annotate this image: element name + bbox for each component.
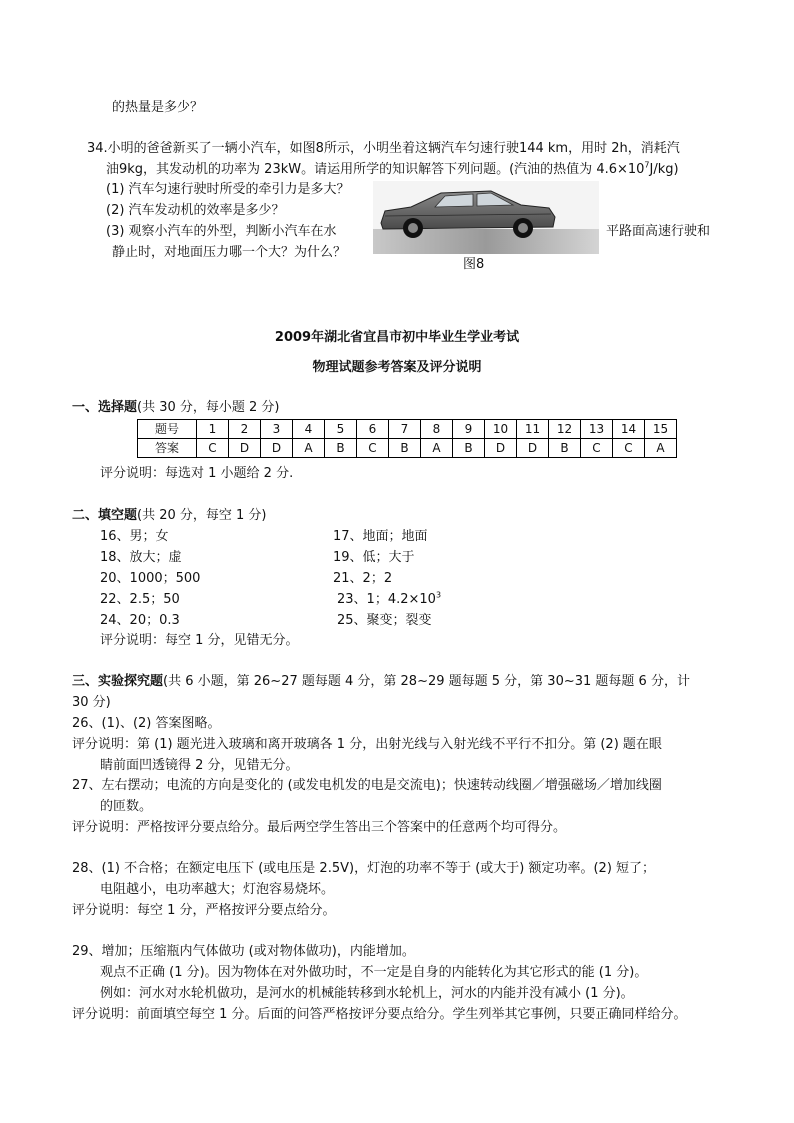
section2-scoring: 评分说明：每空 1 分，见错无分。 [100, 633, 299, 648]
q34-sub3-b: 平路面高速行驶和 [606, 224, 711, 239]
table-cell: 4 [293, 420, 325, 439]
q26: 26、(1)、(2) 答案图略。 [72, 716, 221, 731]
table-cell: B [389, 439, 421, 458]
table-cell: 7 [389, 420, 421, 439]
table-cell: 5 [325, 420, 357, 439]
table-cell: D [229, 439, 261, 458]
table-cell: C [581, 439, 613, 458]
q27-line2: 的匝数。 [100, 799, 153, 814]
answers-subtitle: 物理试题参考答案及评分说明 [312, 360, 482, 375]
q28-line2: 电阻越小，电功率越大；灯泡容易烧坏。 [100, 882, 335, 897]
q34-line1: 34.小明的爸爸新买了一辆小汽车，如图8所示，小明坐着这辆汽车匀速行驶144 km，用时 2h，消耗汽 [87, 141, 680, 156]
q34-sub3-c: 静止时，对地面压力哪一个大？为什么？ [112, 245, 347, 260]
fill-item: 19、低；大于 [333, 550, 415, 565]
table-cell: 1 [197, 420, 229, 439]
q27-line1: 27、左右摆动；电流的方向是变化的 (或发电机发的电是交流电)；快速转动线圈／增强磁场／增加线圈 [72, 778, 662, 793]
table-row-answers [138, 439, 677, 458]
table-cell: A [421, 439, 453, 458]
table-cell: 14 [613, 420, 645, 439]
table-cell: 9 [453, 420, 485, 439]
q29-line1: 29、增加；压缩瓶内气体做功 (或对物体做功)，内能增加。 [72, 944, 415, 959]
table-cell: D [485, 439, 517, 458]
q27-scoring: 评分说明：严格按评分要点给分。最后两空学生答出三个答案中的任意两个均可得分。 [72, 820, 567, 835]
table-label: 题号 [138, 420, 197, 439]
table-row-numbers [138, 420, 677, 439]
table-cell: A [645, 439, 677, 458]
table-cell: 15 [645, 420, 677, 439]
table-cell: D [517, 439, 549, 458]
fill-item: 17、地面；地面 [333, 529, 428, 544]
q28-line1: 28、(1) 不合格；在额定电压下 (或电压是 2.5V)，灯泡的功率不等于 (或大于) 额定功率。(2) 短了； [72, 861, 656, 876]
q29-line3: 例如：河水对水轮机做功，是河水的机械能转移到水轮机上，河水的内能并没有减小 (1 分)。 [100, 986, 634, 1001]
q29-scoring: 评分说明：前面填空每空 1 分。后面的问答严格按评分要点给分。学生列举其它事例，只要正确同样给分。 [72, 1007, 687, 1022]
table-cell: 11 [517, 420, 549, 439]
fill-item: 20、1000；500 [100, 571, 201, 586]
figure-caption: 图8 [463, 257, 485, 272]
table-cell: 10 [485, 420, 517, 439]
section1-scoring: 评分说明：每选对 1 小题给 2 分. [100, 466, 294, 481]
q34-line2: 油9kg，其发动机的功率为 23kW。请运用所学的知识解答下列问题。(汽油的热值为 $4.6\times 10^7J/kg$) [106, 160, 679, 177]
car-photo-figure [373, 181, 599, 254]
q26-scoring-2: 睛前面凹透镜得 2 分，见错无分。 [100, 758, 299, 773]
table-cell: 3 [261, 420, 293, 439]
table-label: 答案 [138, 439, 197, 458]
section3-heading-cont: 30 分) [72, 695, 111, 710]
q26-scoring-1: 评分说明：第 (1) 题光进入玻璃和离开玻璃各 1 分，出射光线与入射光线不平行不扣分。第 (2) 题在眼 [72, 737, 662, 752]
fill-item: 18、放大；虚 [100, 550, 182, 565]
section3-heading: 三、实验探究题(共 6 小题，第 26~27 题每题 4 分，第 28~29 题每题 5 分，第 30~31 题每题 6 分，计 [72, 674, 690, 689]
table-cell: 13 [581, 420, 613, 439]
table-cell: B [453, 439, 485, 458]
table-cell: C [197, 439, 229, 458]
fill-item: 24、20；0.3 [100, 613, 180, 628]
table-cell: C [357, 439, 389, 458]
q34-sub2: (2) 汽车发动机的效率是多少？ [106, 203, 285, 218]
table-cell: 6 [357, 420, 389, 439]
q29-line2: 观点不正确 (1 分)。因为物体在对外做功时，不一定是自身的内能转化为其它形式的能 (1 分)。 [100, 965, 648, 980]
table-cell: B [325, 439, 357, 458]
table-cell: C [613, 439, 645, 458]
table-cell: A [293, 439, 325, 458]
section2-heading: 二、填空题(共 20 分，每空 1 分) [72, 508, 267, 523]
fill-item: 22、2.5；50 [100, 592, 180, 607]
fill-item: 16、男；女 [100, 529, 169, 544]
answers-title: 2009年湖北省宜昌市初中毕业生学业考试 [274, 330, 520, 345]
fill-item: 21、2；2 [333, 571, 393, 586]
q34-sub1: (1) 汽车匀速行驶时所受的牵引力是多大？ [106, 182, 350, 197]
table-cell: 12 [549, 420, 581, 439]
q28-scoring: 评分说明：每空 1 分，严格按评分要点给分。 [72, 903, 336, 918]
table-cell: D [261, 439, 293, 458]
table-cell: 8 [421, 420, 453, 439]
prev-question-tail: 的热量是多少？ [112, 100, 204, 115]
table-cell: 2 [229, 420, 261, 439]
section1-heading: 一、选择题(共 30 分，每小题 2 分) [72, 400, 280, 415]
fill-item-23: 23、1；$4.2\times 10^3$ [337, 590, 442, 607]
fill-item: 25、聚变；裂变 [337, 613, 432, 628]
table-cell: B [549, 439, 581, 458]
answer-table [137, 419, 677, 458]
q34-sub3-a: (3) 观察小汽车的外型，判断小汽车在水 [106, 224, 337, 239]
